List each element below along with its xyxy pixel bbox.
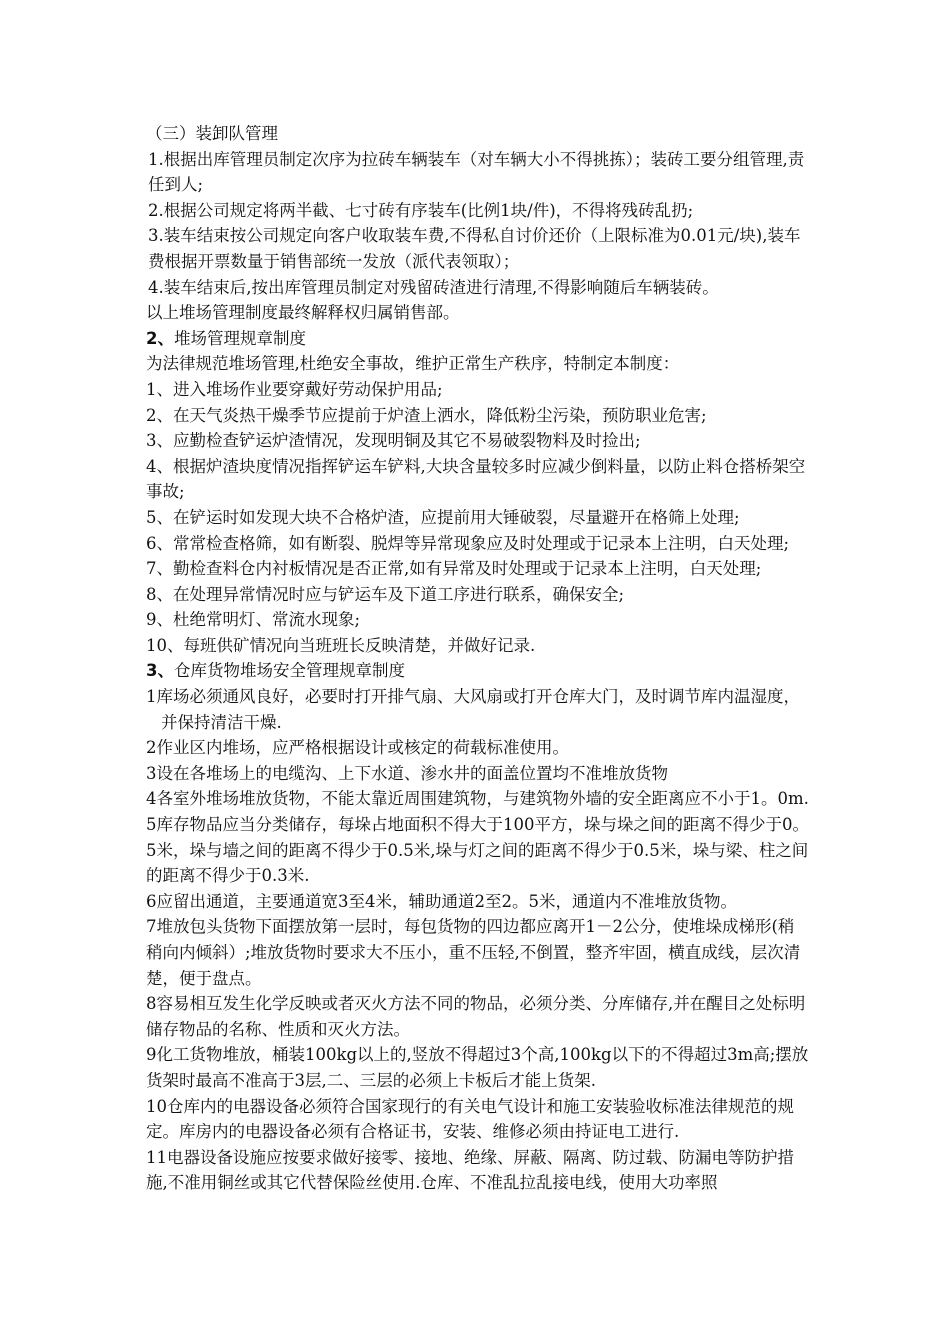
section3-heading	[146, 658, 810, 684]
section3-item-8: 8容易相互发生化学反映或者灭火方法不同的物品，必须分类、分库储存,并在醒目之处标明储存物品的名称、性质和灭火方法。	[146, 994, 806, 1039]
section3-item-4: 4各室外堆场堆放货物，不能太靠近周围建筑物，与建筑物外墙的安全距离应不小于1。0m.	[146, 789, 809, 809]
section2-item-5: 5、在铲运时如发现大块不合格炉渣，应提前用大锤破裂，尽量避开在格筛上处理;	[146, 507, 740, 527]
section2-item-4: 4、根据炉渣块度情况指挥铲运车铲料,大块含量较多时应减少倒料量，以防止料仓搭桥架空事故;	[146, 456, 806, 502]
section3-item-11: 11电器设备设施应按要求做好接零、接地、绝缘、屏蔽、隔离、防过载、防漏电等防护措施,不准用铜丝或其它代替保险丝使用.仓库、不准乱拉乱接电线，使用大功率照	[146, 1147, 794, 1193]
section3-item-6: 6应留出通道，主要通道宽3至4米，辅助通道2至2。5米，通道内不准堆放货物。	[146, 891, 737, 911]
section2-item-10: 10、每班供矿情况向当班班长反映清楚，并做好记录.	[146, 635, 536, 655]
loading-item-2: 2.根据公司规定将两半截、七寸砖有序装车(比例1块/件)，不得将残砖乱扔;	[148, 200, 694, 220]
section2-heading	[146, 326, 810, 352]
section2-title: 堆场管理规章制度	[173, 328, 306, 348]
section3-item-7: 7堆放包头货物下面摆放第一层时，每包货物的四边都应离开1－2公分，使堆垛成梯形(稍稍向内倾斜）;堆放货物时要求大不压小，重不压轻,不倒置，整齐牢固，横直成线，层次清楚，便于盘点。	[146, 917, 801, 988]
document-body	[146, 121, 810, 1196]
section3-item-10: 10仓库内的电器设备必须符合国家现行的有关电气设计和施工安装验收标准法律规范的规定。库房内的电器设备必须有合格证书，安装、维修必须由持证电工进行.	[146, 1096, 794, 1142]
loading-item-4: 4.装车结束后,按出库管理员制定对残留砖渣进行清理,不得影响随后车辆装砖。	[148, 277, 719, 297]
section2-item-8: 8、在处理异常情况时应与铲运车及下道工序进行联系，确保安全;	[146, 584, 625, 604]
section2-item-6: 6、常常检查格筛，如有断裂、脱焊等异常现象应及时处理或于记录本上注明，白天处理;	[146, 533, 790, 553]
section3-item-9: 9化工货物堆放，桶装100kg以上的,竖放不得超过3个高,100kg以下的不得超过3m高;摆放货架时最高不准高于3层,二、三层的必须上卡板后才能上货架.	[146, 1045, 809, 1090]
section3-item-5: 5库存物品应当分类储存，每垛占地面积不得大于100平方，垛与垛之间的距离不得少于0。5米，垛与墙之间的距离不得少于0.5米,垛与灯之间的距离不得少于0.5米，垛与梁、柱之间的距离不得少于0.3米.	[146, 815, 809, 886]
section3-item-2: 2作业区内堆场，应严格根据设计或核定的荷载标准使用。	[146, 738, 569, 758]
section2-item-2: 2、在天气炎热干燥季节应提前于炉渣上洒水，降低粉尘污染，预防职业危害;	[146, 405, 707, 425]
loading-item-3: 3.装车结束按公司规定向客户收取装车费,不得私自讨价还价（上限标准为0.01元/块),装车费根据开票数量于销售部统一发放（派代表领取）；	[148, 226, 801, 271]
section3-item-3: 3设在各堆场上的电缆沟、上下水道、渗水井的面盖位置均不准堆放货物	[146, 763, 668, 783]
loading-note: 以上堆场管理制度最终解释权归属销售部。	[146, 303, 460, 323]
section2-intro: 为法律规范堆场管理,杜绝安全事故，维护正常生产秩序，特制定本制度：	[146, 354, 680, 374]
section3-title: 仓库货物堆场安全管理规章制度	[173, 661, 405, 681]
loading-item-1: 1.根据出库管理员制定次序为拉砖车辆装车（对车辆大小不得挑拣）；装砖工要分组管理,责任到人;	[148, 149, 805, 195]
section3-number: 3、	[146, 661, 174, 681]
section2-item-9: 9、杜绝常明灯、常流水现象;	[146, 610, 361, 630]
section2-item-7: 7、勤检查料仓内衬板情况是否正常,如有异常及时处理或于记录本上注明，白天处理;	[146, 559, 762, 579]
section2-item-1: 1、进入堆场作业要穿戴好劳动保护用品;	[146, 379, 443, 399]
section3-item-1: 1库场必须通风良好，必要时打开排气扇、大风扇或打开仓库大门，及时调节库内温湿度，并保持清洁干燥.	[146, 687, 800, 732]
section2-number: 2、	[146, 328, 174, 348]
section-loading-title: （三）装卸队管理	[146, 124, 278, 143]
section2-item-3: 3、应勤检查铲运炉渣情况，发现明铜及其它不易破裂物料及时捡出;	[146, 431, 641, 451]
